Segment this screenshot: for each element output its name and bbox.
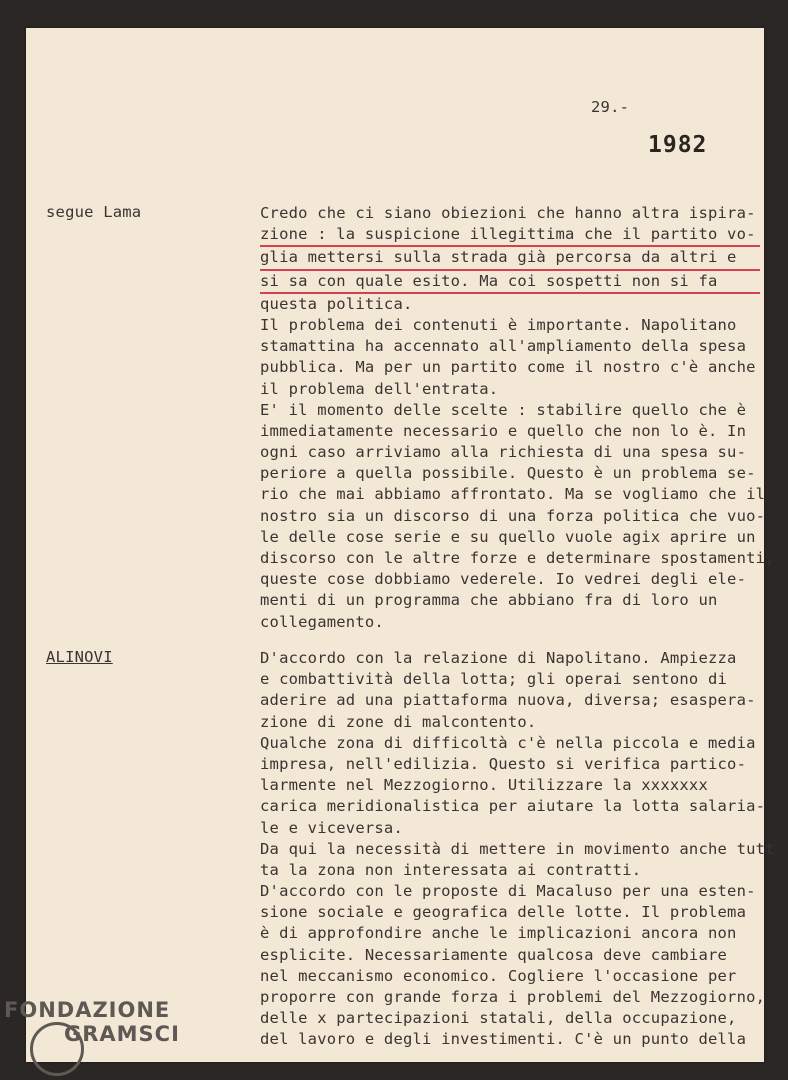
text-line: del lavoro e degli investimenti. C'è un punto della <box>260 1030 747 1049</box>
year-stamp: 1982 <box>648 132 708 158</box>
text-line: D'accordo con la relazione di Napolitano. Ampiezza <box>260 649 737 667</box>
text-line: pubblica. Ma per un partito come il nostro c'è anche <box>260 358 756 377</box>
text-line: questa politica. <box>260 294 413 313</box>
watermark <box>4 998 180 1046</box>
text-line: zione di zone di malcontento. <box>260 712 537 731</box>
text-line: Credo che ci siano obiezioni che hanno altra ispira- <box>260 204 756 222</box>
watermark-line1: FONDAZIONE <box>4 998 171 1022</box>
text-line: le e viceversa. <box>260 818 403 837</box>
text-block-lama <box>260 203 775 633</box>
text-line: nostro sia un discorso di una forza politica che vuo- <box>260 506 766 525</box>
text-line: Il problema dei contenuti è importante. Napolitano <box>260 315 737 334</box>
text-line: e combattività della lotta; gli operai sentono di <box>260 670 728 689</box>
text-line: queste cose dobbiamo vederele. Io vedrei degli ele- <box>260 570 747 589</box>
text-line: nel meccanismo economico. Cogliere l'occasione per <box>260 966 737 985</box>
text-line: proporre con grande forza i problemi del Mezzogiorno, <box>260 988 766 1006</box>
text-line: Da qui la necessità di mettere in movimento anche tutt <box>260 839 775 858</box>
text-line: carica meridionalistica per aiutare la lotta salaria- <box>260 797 766 816</box>
text-line: aderire ad una piattaforma nuova, diversa; esaspera- <box>260 691 756 710</box>
text-line: zione : la suspicione illegittima che il partito vo- <box>260 224 760 247</box>
text-line: E' il momento delle scelte : stabilire quello che è <box>260 400 747 419</box>
text-line: periore a quella possibile. Questo è un problema se- <box>260 464 756 483</box>
text-line: immediatamente necessario e quello che non lo è. In <box>260 421 747 440</box>
text-line: è di approfondire anche le implicazioni ancora non <box>260 924 737 943</box>
text-line: stamattina ha accennato all'ampliamento della spesa <box>260 337 747 356</box>
text-line: ta la zona non interessata ai contratti. <box>260 860 642 879</box>
text-line: il problema dell'entrata. <box>260 379 499 398</box>
text-line: si sa con quale esito. Ma coi sospetti non si fa <box>260 271 760 294</box>
text-line: menti di un programma che abbiano fra di loro un <box>260 591 718 610</box>
text-line: discorso con le altre forze e determinare spostamenti, <box>260 549 775 567</box>
text-line: sione sociale e geografica delle lotte. Il problema <box>260 903 747 922</box>
text-line: glia mettersi sulla strada già percorsa da altri e <box>260 247 760 270</box>
text-line: larmente nel Mezzogiorno. Utilizzare la xxxxxxx <box>260 776 708 795</box>
text-line: impresa, nell'edilizia. Questo si verifica partico- <box>260 754 747 773</box>
text-line: collegamento. <box>260 612 384 631</box>
speaker-label-lama: segue Lama <box>46 203 142 221</box>
text-line: esplicite. Necessariamente qualcosa deve cambiare <box>260 945 728 964</box>
speaker-label-alinovi: ALINOVI <box>46 648 113 666</box>
text-line: delle x partecipazioni statali, della occupazione, <box>260 1009 737 1028</box>
page-number: 29.- <box>591 98 630 116</box>
text-line: ogni caso arriviamo alla richiesta di una spesa su- <box>260 443 747 462</box>
document-page <box>26 28 775 1062</box>
text-line: D'accordo con le proposte di Macaluso per una esten- <box>260 882 756 901</box>
text-line: Qualche zona di difficoltà c'è nella piccola e media <box>260 733 756 752</box>
text-block-alinovi <box>260 648 775 1051</box>
text-line: rio che mai abbiamo affrontato. Ma se vogliamo che il <box>260 485 766 504</box>
watermark-line2: GRAMSCI <box>64 1022 180 1046</box>
text-line: le delle cose serie e su quello vuole agix aprire un <box>260 527 756 546</box>
